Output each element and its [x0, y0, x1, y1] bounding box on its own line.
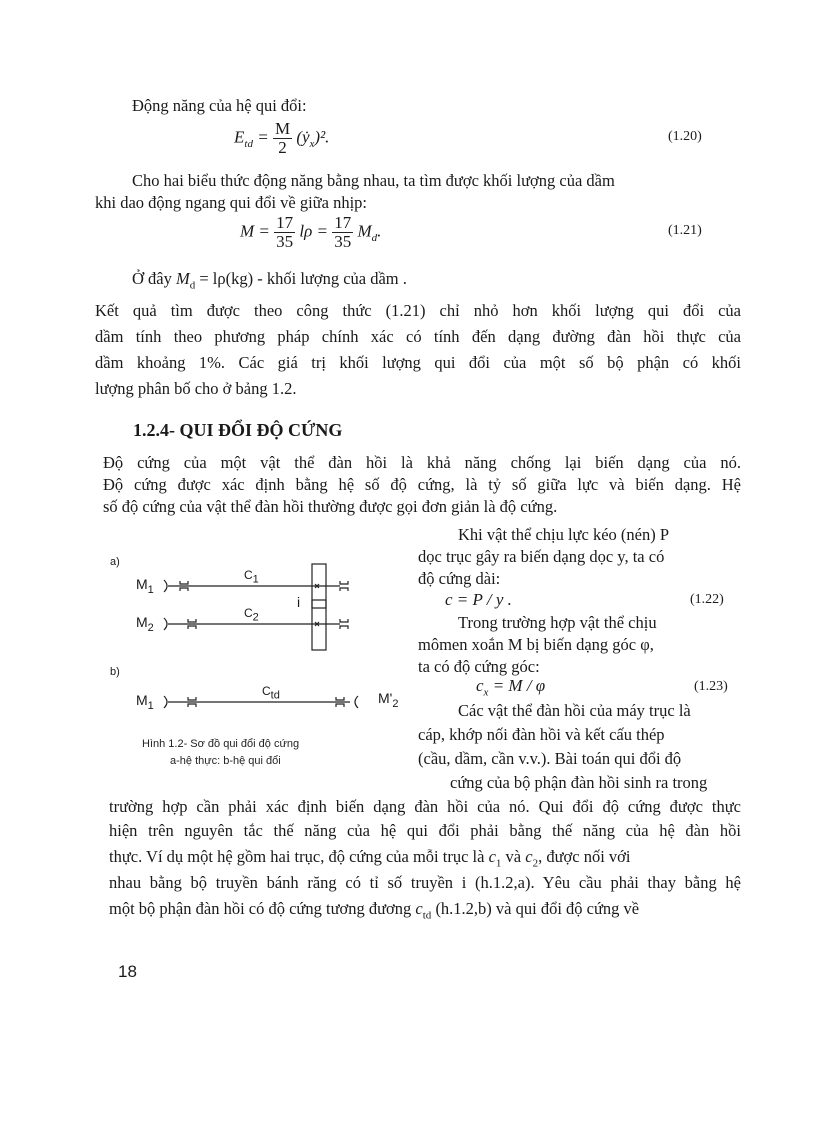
equation-1-20: $E_{td}$ = $\frac{M}{2}$ (ẏ$_x$)². — [234, 119, 330, 157]
paragraph-mass-definition: Ở đây $M_d = l\rho(kg)$ - khối lượng của dầm . — [132, 269, 407, 292]
right-col2-line1: Trong trường hợp vật thể chịu — [458, 613, 657, 632]
right-col3-line4: cứng của bộ phận đàn hồi sinh ra trong — [450, 773, 708, 792]
paragraph-result-line1: Kết quả tìm được theo công thức (1.21) chỉ nhỏ hơn khối lượng qui đổi của — [95, 301, 741, 320]
figure-c2: $C_2$ — [244, 606, 259, 624]
equation-number-1-21: (1.21) — [668, 223, 702, 238]
motor-m1-symbol — [164, 580, 167, 592]
figure-label-b: b) — [110, 666, 120, 678]
equation-number-1-22: (1.22) — [690, 592, 724, 607]
paragraph-reduction-line3: thực. Ví dụ một hệ gồm hai trục, độ cứng của mỗi trục là $c_1$ và $c_2$, được nối với — [109, 847, 631, 870]
equation-1-22: c = P / y . — [445, 590, 512, 609]
figure-m2: $M_2$ — [136, 614, 154, 634]
equation-number-1-23: (1.23) — [694, 679, 728, 694]
paragraph-reduction-line1: trường hợp cần phải xác định biến dạng đàn hồi của nó. Qui đổi độ cứng được thực — [109, 797, 741, 816]
paragraph-reduction-line4: nhau bằng bộ truyền bánh răng có tỉ số truyền i (h.1.2,a). Yêu cầu phải thay bằng hệ — [109, 873, 741, 892]
right-col-line1: Khi vật thể chịu lực kéo (nén) P — [458, 525, 670, 544]
paragraph-reduction-line2: hiện trên nguyên tắc thế năng của hệ qui đổi phải bằng thế năng của hệ đàn hồi — [109, 821, 741, 840]
bearing-a2-right — [340, 619, 348, 629]
right-col3-line2: cáp, khớp nối đàn hồi và kết cấu thép — [418, 725, 665, 744]
paragraph-reduction-line5: một bộ phận đàn hồi có độ cứng tương đương $c_{td}$ (h.1.2,b) và qui đổi độ cứng về — [109, 899, 640, 922]
paragraph-result-line3: dầm khoảng 1%. Các giá trị khối lượng qui đổi của một số bộ phận có khối — [95, 353, 741, 372]
page-number: 18 — [118, 962, 137, 981]
paragraph-stiffness-line1: Độ cứng của một vật thể đàn hồi là khả năng chống lại biến dạng của nó. — [103, 453, 741, 472]
figure-m1: $M_1$ — [136, 576, 154, 596]
right-col2-line3: ta có độ cứng góc: — [418, 657, 540, 676]
paragraph-equal-energy-line2: khi dao động ngang qui đổi về giữa nhịp: — [95, 193, 367, 212]
figure-ctd: $C_{td}$ — [262, 684, 280, 702]
figure-caption-line2: a-hệ thực: b-hệ qui đổi — [170, 755, 281, 767]
motor-m2p-symbol — [355, 696, 358, 708]
paragraph-kinetic-energy-intro: Động năng của hệ qui đổi: — [132, 96, 307, 115]
figure-ratio-i: i — [297, 594, 301, 610]
paragraph-result-line4: lượng phân bố cho ở bảng 1.2. — [95, 379, 297, 398]
figure-caption-line1: Hình 1.2- Sơ đồ qui đổi độ cứng — [142, 738, 300, 750]
right-col-line3: độ cứng dài: — [418, 569, 501, 588]
paragraph-result-line2: dầm tính theo phương pháp chính xác có tính đến dạng đường đàn hồi thực của — [95, 327, 741, 346]
figure-m1-b: $M_1$ — [136, 692, 154, 712]
equation-1-23: $c_x = M / \varphi$ — [476, 676, 546, 699]
right-col-line2: dọc trục gây ra biến dạng dọc y, ta có — [418, 547, 665, 566]
motor-m1-b-symbol — [164, 696, 167, 708]
equation-number-1-20: (1.20) — [668, 129, 702, 144]
figure-m2-prime: $M'_2$ — [378, 690, 399, 710]
equation-1-21: M = $\frac{17}{35}$ lρ = $\frac{17}{35}$ $M_d$. — [240, 213, 382, 251]
right-col2-line2: mômen xoắn M bị biến dạng góc φ, — [418, 635, 654, 654]
right-col3-line3: (cầu, dầm, cần v.v.). Bài toán qui đổi độ — [418, 749, 682, 768]
motor-m2-symbol — [164, 618, 167, 630]
paragraph-stiffness-line3: số độ cứng của vật thể đàn hồi thường được gọi đơn giản là độ cứng. — [103, 497, 558, 516]
figure-label-a: a) — [110, 556, 120, 568]
paragraph-stiffness-line2: Độ cứng được xác định bằng hệ số độ cứng, là tỷ số giữa lực và biến dạng. Hệ — [103, 475, 741, 494]
section-heading: 1.2.4- QUI ĐỔI ĐỘ CỨNG — [133, 420, 343, 440]
bearing-a1-right — [340, 581, 348, 591]
paragraph-equal-energy-line1: Cho hai biểu thức động năng bằng nhau, ta tìm được khối lượng của dầm — [132, 171, 615, 190]
right-col3-line1: Các vật thể đàn hồi của máy trục là — [458, 701, 691, 720]
figure-c1: $C_1$ — [244, 568, 259, 586]
